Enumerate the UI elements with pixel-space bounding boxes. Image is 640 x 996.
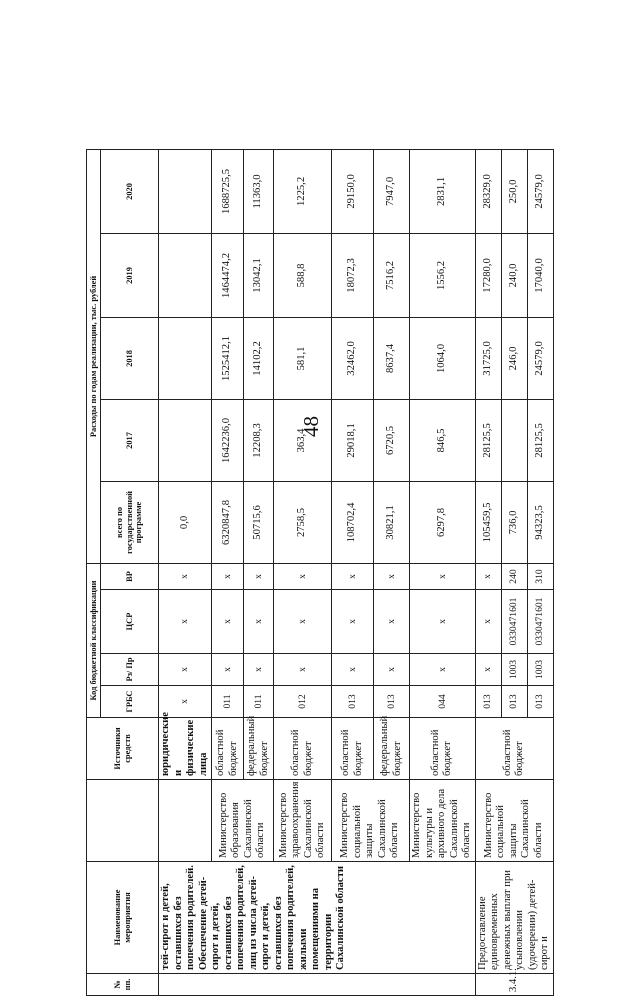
measure-name: тей-сирот и детей, оставшихся без попечения родителей. Обеспечение детей-сирот и детей, оставшихся без попечения родителей, лиц из числа детей-сирот и детей, оставшихся без попечения родителей, жилыми помещениями на территории Сахалинской области [159,862,476,974]
total-cell: 6297,8 [410,481,476,563]
total-cell: 2758,5 [274,481,332,563]
source-cell: юридические и физические лица [159,718,212,780]
y2017-cell: 846,5 [410,399,476,481]
y2019-cell: 1556,2 [410,233,476,317]
csr-cell: 0330471601 [527,590,553,654]
y2020-cell: 28329,0 [475,149,501,233]
rzpr-cell: х [374,654,410,686]
csr-cell: 0330471601 [501,590,527,654]
y2019-cell: 18072,3 [332,233,374,317]
grbs-cell: 011 [244,686,274,718]
grbs-cell: 012 [274,686,332,718]
vr-cell: х [374,563,410,589]
header-executor [87,780,159,862]
y2019-cell: 13042,1 [244,233,274,317]
rzpr-cell: 1003 [527,654,553,686]
y2020-cell: 250,0 [501,149,527,233]
y2020-cell [159,149,212,233]
rzpr-cell: 1003 [501,654,527,686]
y2018-cell: 14102,2 [244,317,274,399]
total-cell: 50715,6 [244,481,274,563]
grbs-cell: 013 [374,686,410,718]
rzpr-cell: х [332,654,374,686]
csr-cell: х [374,590,410,654]
rzpr-cell: х [475,654,501,686]
row-num: 3.4.1. [475,974,553,996]
header-rzpr: Рз/ Пр [101,654,159,686]
y2020-cell: 24579,0 [527,149,553,233]
y2017-cell: 363,4 [274,399,332,481]
y2020-cell: 11363,0 [244,149,274,233]
y2017-cell: 12208,3 [244,399,274,481]
grbs-cell: 013 [332,686,374,718]
y2018-cell: 32462,0 [332,317,374,399]
source-cell: областной бюджет [410,718,476,780]
grbs-cell: 013 [475,686,501,718]
total-cell: 0,0 [159,481,212,563]
total-cell: 108702,4 [332,481,374,563]
executor-cell [159,780,212,862]
total-cell: 736,0 [501,481,527,563]
y2017-cell: 28125,5 [527,399,553,481]
vr-cell: 310 [527,563,553,589]
rzpr-cell: х [244,654,274,686]
vr-cell: х [212,563,244,589]
header-name: Наименование мероприятия [87,862,159,974]
source-cell: федеральный бюджет [244,718,274,780]
header-2020: 2020 [101,149,159,233]
table-row [159,149,212,995]
source-cell: областной бюджет [475,718,553,780]
executor-cell: Министерство социальной защиты Сахалинской области [332,780,410,862]
executor-cell: Министерство образования Сахалинской области [212,780,274,862]
total-cell: 6320847,8 [212,481,244,563]
vr-cell: х [244,563,274,589]
csr-cell: х [159,590,212,654]
y2019-cell: 1464474,2 [212,233,244,317]
y2019-cell: 17040,0 [527,233,553,317]
total-cell: 94323,5 [527,481,553,563]
y2017-cell: 1642236,0 [212,399,244,481]
page-number: 48 [299,416,323,437]
header-vr: ВР [101,563,159,589]
vr-cell: х [475,563,501,589]
rzpr-cell: х [410,654,476,686]
vr-cell: х [159,563,212,589]
y2018-cell: 31725,0 [475,317,501,399]
y2018-cell: 8637,4 [374,317,410,399]
csr-cell: х [475,590,501,654]
y2018-cell: 1525412,1 [212,317,244,399]
y2019-cell [159,233,212,317]
source-cell: областной бюджет [332,718,374,780]
y2017-cell: 6720,5 [374,399,410,481]
rzpr-cell: х [274,654,332,686]
vr-cell: х [410,563,476,589]
y2018-cell [159,317,212,399]
y2017-cell: 28125,5 [475,399,501,481]
y2017-cell: 29018,1 [332,399,374,481]
header-2019: 2019 [101,233,159,317]
executor-cell: Министерство культуры и архивного дела Сахалинской области [410,780,476,862]
executor-cell: Министерство здравоохранения Сахалинской области [274,780,332,862]
y2019-cell: 17280,0 [475,233,501,317]
rzpr-cell: х [159,654,212,686]
y2019-cell: 588,8 [274,233,332,317]
table-row [475,149,501,995]
y2017-cell [159,399,212,481]
executor-cell: Министерство социальной защиты Сахалинской области [475,780,553,862]
header-source: Источники средств [87,718,159,780]
grbs-cell: х [159,686,212,718]
measure-name: Предоставление единовременных денежных выплат при усыновлении (удочерении) детей-сирот и [475,862,553,974]
grbs-cell: 044 [410,686,476,718]
source-cell: областной бюджет [274,718,332,780]
grbs-cell: 011 [212,686,244,718]
vr-cell: х [274,563,332,589]
vr-cell: х [332,563,374,589]
header-budget-code: Код бюджетной классификации [87,563,101,717]
source-cell: областной бюджет [212,718,244,780]
program-table-container [86,150,550,996]
header-csr: ЦСР [101,590,159,654]
source-cell: федеральный бюджет [374,718,410,780]
grbs-cell: 013 [501,686,527,718]
header-expenses: Расходы по годам реализации, тыс. рублей [87,149,101,563]
y2020-cell: 1225,2 [274,149,332,233]
header-total: всего по государственной программе [101,481,159,563]
y2018-cell: 246,0 [501,317,527,399]
csr-cell: х [274,590,332,654]
y2019-cell: 7516,2 [374,233,410,317]
y2019-cell: 240,0 [501,233,527,317]
y2018-cell: 581,1 [274,317,332,399]
csr-cell: х [244,590,274,654]
rzpr-cell: х [212,654,244,686]
y2020-cell: 29150,0 [332,149,374,233]
y2017-cell [501,399,527,481]
header-grbs: ГРБС [101,686,159,718]
y2018-cell: 1064,0 [410,317,476,399]
vr-cell: 240 [501,563,527,589]
y2018-cell: 24579,0 [527,317,553,399]
csr-cell: х [332,590,374,654]
y2020-cell: 7947,0 [374,149,410,233]
y2020-cell: 2831,1 [410,149,476,233]
total-cell: 105459,5 [475,481,501,563]
header-2017: 2017 [101,399,159,481]
row-num [159,974,476,996]
y2020-cell: 1688725,5 [212,149,244,233]
csr-cell: х [410,590,476,654]
header-num: № пп. [87,974,159,996]
csr-cell: х [212,590,244,654]
program-expenses-table [86,149,554,996]
grbs-cell: 013 [527,686,553,718]
total-cell: 30821,1 [374,481,410,563]
header-2018: 2018 [101,317,159,399]
